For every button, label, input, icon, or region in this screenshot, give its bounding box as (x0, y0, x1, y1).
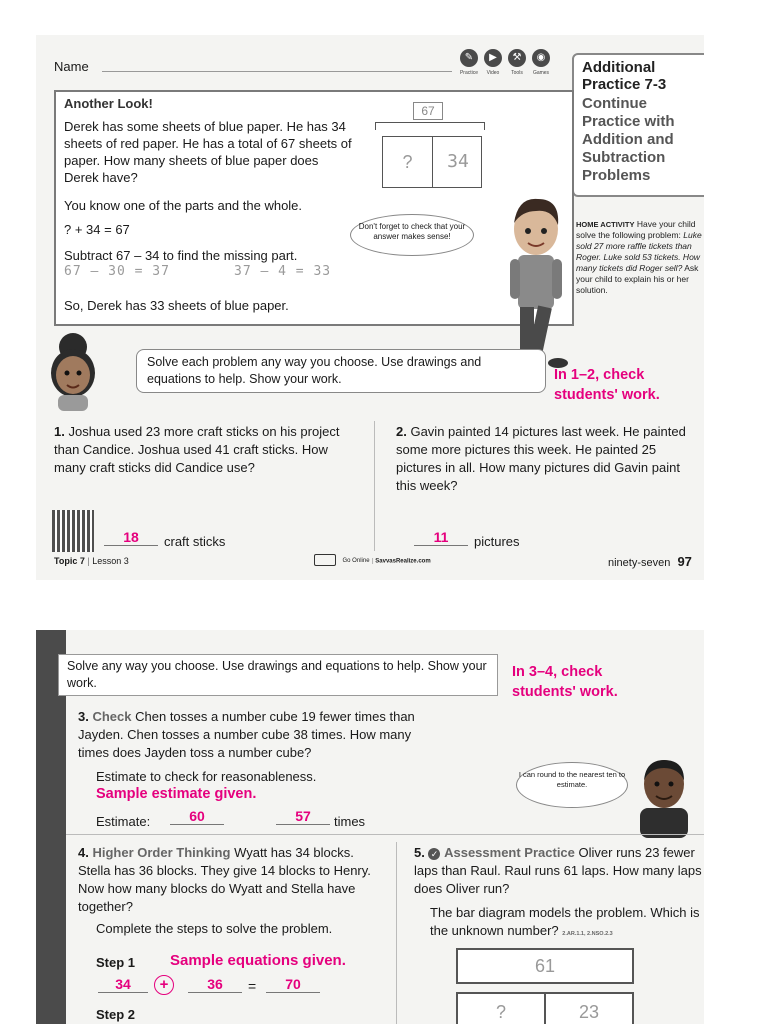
instructions-bubble: Solve each problem any way you choose. Use drawings and equations to help. Show your work. (136, 349, 546, 393)
bar-diagram-whole: 61 (456, 948, 634, 984)
another-look-parts: You know one of the parts and the whole. (64, 198, 303, 213)
footer-go-online-label: Go Online (342, 558, 370, 565)
resource-toolbar (460, 49, 548, 81)
tip-speech-bubble: Don't forget to check that your answer makes sense! (350, 214, 474, 256)
problem-4-step1-label: Step 1 (96, 955, 136, 970)
problem-3-answer[interactable]: 57 (276, 808, 330, 825)
lesson-banner (572, 53, 704, 197)
another-look-equation: ? + 34 = 67 (64, 222, 130, 237)
teacher-note-line2: students' work. (512, 684, 618, 700)
pencil-icon[interactable]: ✎ (460, 49, 478, 67)
banner-title-line1: Additional (582, 59, 656, 76)
worksheet-page-98 (36, 630, 704, 1024)
page-number (608, 554, 692, 569)
another-look-conclusion: So, Derek has 33 sheets of blue paper. (64, 298, 289, 313)
boy-character-illustration (628, 754, 698, 838)
problem-5-model-text (430, 904, 704, 943)
row-divider (66, 834, 704, 835)
footer-go-online[interactable]: Go Online | SavvasRealize.com (314, 554, 431, 566)
step1-result[interactable]: 70 (266, 976, 320, 993)
problem-5-standards: 2.AR.1.1, 2.NSO.2.3 (562, 931, 613, 937)
teacher-note (554, 365, 660, 405)
laptop-icon (314, 554, 336, 566)
problem-1 (54, 423, 354, 477)
bar-diagram-whole: 67 (413, 102, 443, 120)
problem-3-estimate-label: Estimate: (96, 814, 151, 829)
problem-3-number: 3. (78, 709, 89, 724)
another-look-story: Derek has some sheets of blue paper. He has 34 sheets of red paper. He has a total of 67 sheets of paper. How many sheets of blue paper does Derek have? (64, 119, 352, 185)
banner-subtitle: Continue Practice with Addition and Subtraction Problems (582, 95, 675, 184)
column-divider (396, 842, 397, 1024)
problem-2 (396, 423, 696, 495)
problem-3-unit: times (334, 814, 366, 829)
tip-speech-bubble: I can round to the nearest ten to estimate. (516, 762, 628, 808)
name-label: Name (54, 59, 89, 74)
toolbar-label-games: Games (532, 70, 550, 76)
instructions-box: Solve any way you choose. Use drawings and equations to help. Show your work. (58, 654, 498, 696)
problem-5 (414, 844, 704, 898)
wrench-icon[interactable]: ⚒ (508, 49, 526, 67)
problem-4-steps-prompt: Complete the steps to solve the problem. (96, 921, 333, 936)
teacher-note-line1: In 1–2, check (554, 367, 645, 383)
home-activity-text2: Ask your child to explain his or her solution. (576, 263, 699, 295)
another-look-work1: 67 – 30 = 37 (64, 264, 170, 279)
bar-diagram-unknown: ? (383, 137, 433, 187)
teacher-note-line1: In 3–4, check (512, 664, 603, 680)
problem-3-tag: Check (92, 709, 132, 724)
bar-diagram-bracket (375, 122, 485, 130)
problem-2-answer[interactable]: 11 (414, 529, 468, 546)
problem-4-sample-note: Sample equations given. (170, 952, 346, 969)
problem-1-number: 1. (54, 424, 65, 439)
problem-1-text: Joshua used 23 more craft sticks on his project than Candice. Joshua used 41 craft sticks. How many craft sticks did Candice use? (54, 424, 340, 475)
column-divider (374, 421, 375, 551)
problem-3-text: Chen tosses a number cube 19 fewer times than Jayden. Chen tosses a number cube 38 times. How many times does Jayden toss a number cube? (78, 709, 415, 760)
teacher-note-line2: students' work. (554, 387, 660, 403)
problem-5-question: The bar diagram models the problem. Which is the unknown number? (430, 905, 700, 938)
toolbar-label-tools: Tools (511, 70, 523, 76)
problem-2-unit: pictures (474, 534, 520, 549)
qr-code[interactable] (52, 510, 94, 552)
home-activity-label: HOME ACTIVITY (576, 220, 635, 229)
home-activity-problem: Luke sold 27 more raffle tickets than Roger. Luke sold 53 tickets. How many tickets did Roger sell? (576, 230, 702, 273)
footer-topic-label: Topic 7 (54, 556, 85, 566)
problem-5-tag: Assessment Practice (444, 845, 575, 860)
problem-1-unit: craft sticks (164, 534, 226, 549)
girl-character-illustration (42, 329, 104, 411)
problem-4-step2-label: Step 2 (96, 1007, 136, 1022)
checkmark-icon: ✓ (428, 848, 440, 860)
footer-topic: Topic 7 | Lesson 3 (54, 556, 129, 566)
another-look-heading: Another Look! (64, 96, 153, 111)
problem-4-tag: Higher Order Thinking (92, 845, 231, 860)
worksheet-page-97 (36, 35, 704, 580)
another-look-work2: 37 – 4 = 33 (234, 264, 332, 279)
home-activity (576, 219, 702, 296)
video-icon[interactable]: ▶ (484, 49, 502, 67)
page-number-words: ninety-seven (608, 557, 671, 569)
problem-3 (78, 708, 438, 762)
footer-site: SavvasRealize.com (375, 558, 431, 565)
problem-2-number: 2. (396, 424, 407, 439)
another-look-subtract: Subtract 67 – 34 to find the missing part. (64, 248, 298, 263)
problem-5-number: 5. (414, 845, 425, 860)
bar-diagram-parts (456, 992, 634, 1024)
problem-3-sample-note: Sample estimate given. (96, 786, 257, 802)
bar-diagram-unknown: ? (458, 994, 546, 1024)
gamepad-icon[interactable]: ◉ (532, 49, 550, 67)
banner-title-line2: Practice 7-3 (582, 76, 667, 93)
another-look-box (54, 90, 574, 326)
problem-4-number: 4. (78, 845, 89, 860)
step1-addend-2[interactable]: 36 (188, 976, 242, 993)
problem-4-text: Wyatt has 34 blocks. Stella has 36 blocks. They give 14 blocks to Henry. Now how many blocks do Wyatt and Stella have together? (78, 845, 371, 914)
bar-diagram-parts (382, 136, 482, 188)
toolbar-label-practice: Practice (459, 70, 479, 76)
step1-addend-1[interactable]: 34 (98, 976, 148, 993)
bar-diagram-part: 23 (578, 1002, 600, 1022)
problem-2-text: Gavin painted 14 pictures last week. He painted some more pictures this week. He painted 25 pictures in all. How many pictures did Gavin paint this week? (396, 424, 686, 493)
problem-1-answer[interactable]: 18 (104, 529, 158, 546)
step1-equals: = (248, 978, 257, 994)
problem-3-estimate-prompt: Estimate to check for reasonableness. (96, 769, 317, 784)
teacher-note (512, 662, 618, 702)
home-activity-text1: Have your child solve the following problem: (576, 219, 696, 240)
footer-lesson-label: Lesson 3 (92, 556, 129, 566)
toolbar-label-video: Video (486, 70, 500, 76)
problem-3-estimate-answer[interactable]: 60 (170, 808, 224, 825)
problem-4 (78, 844, 374, 916)
bar-diagram-part: 34 (447, 151, 469, 172)
problem-5-text: Oliver runs 23 fewer laps than Raul. Raul runs 61 laps. How many laps does Oliver run? (414, 845, 702, 896)
step1-operator[interactable]: + (154, 975, 174, 995)
name-field[interactable] (102, 71, 452, 72)
page-number-digits: 97 (677, 554, 692, 569)
